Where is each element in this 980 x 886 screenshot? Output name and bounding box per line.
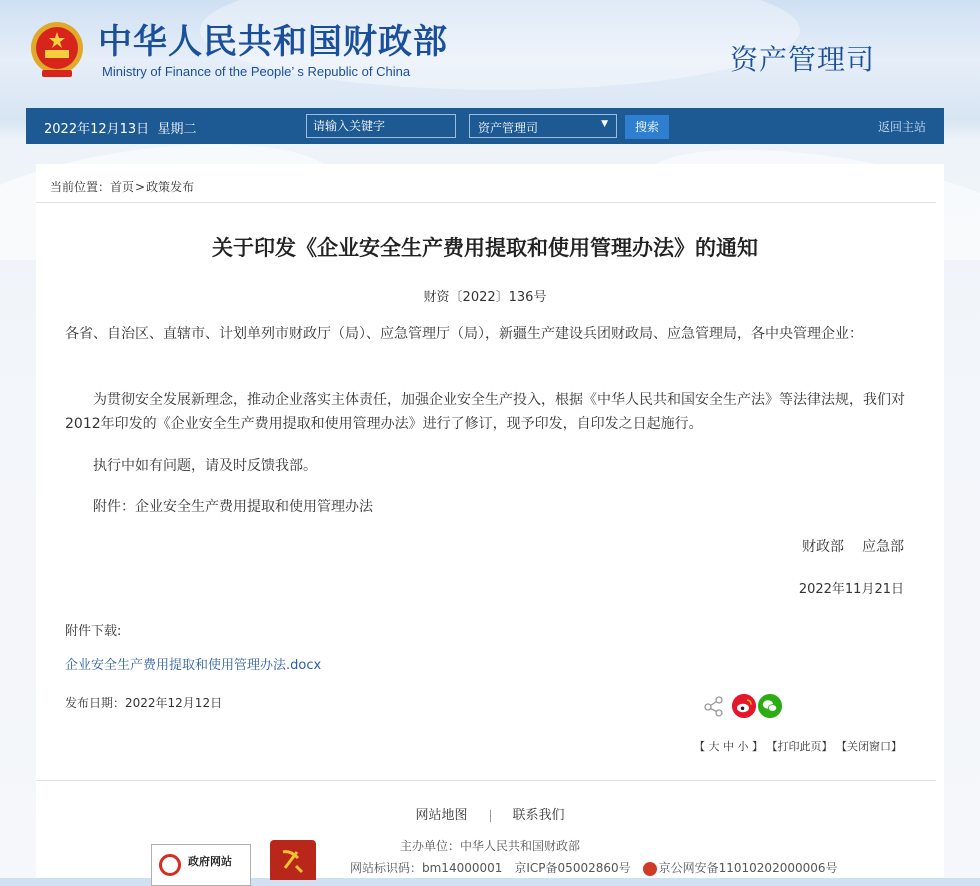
sign-date: 2022年11月21日 xyxy=(798,582,904,597)
date-text: 2022年12月13日 xyxy=(44,122,150,137)
site-header xyxy=(0,0,980,108)
page-tools xyxy=(694,738,902,754)
site-name-cn[interactable]: 中华人民共和国财政部 xyxy=(98,22,448,62)
icp-number[interactable]: 京ICP备05002860号 xyxy=(514,861,631,875)
footer-links xyxy=(36,804,944,823)
attachment-label: 附件下载: xyxy=(65,624,122,639)
search-input[interactable] xyxy=(307,115,455,137)
current-date xyxy=(44,118,196,137)
scope-select-value: 资产管理司 xyxy=(478,121,539,135)
font-size-control[interactable]: 【 大 中 小 】 xyxy=(694,740,763,753)
police-badge-icon xyxy=(643,862,657,876)
police-record-text: 京公网安备11010202000006号 xyxy=(658,861,838,875)
footer-sponsor: 主办单位：中华人民共和国财政部 xyxy=(399,839,580,853)
site-id: 网站标识码：bm14000001 xyxy=(350,861,503,875)
gov-badge-text: 政府网站 xyxy=(188,855,232,868)
party-emblem-icon[interactable] xyxy=(270,840,316,880)
article-paragraph: 附件：企业安全生产费用提取和使用管理办法 xyxy=(93,499,373,515)
article-paragraph: 各省、自治区、直辖市、计划单列市财政厅（局）、应急管理厅（局），新疆生产建设兵团财政局、应急管理局，各中央管理企业： xyxy=(65,326,863,342)
attachment-download-link[interactable]: 企业安全生产费用提取和使用管理办法.docx xyxy=(65,658,322,673)
breadcrumb xyxy=(50,178,194,195)
article-paragraph: 执行中如有问题，请及时反馈我部。 xyxy=(93,458,317,474)
footer-registration xyxy=(350,859,838,876)
publish-date: 发布日期：2022年12月12日 xyxy=(65,696,223,710)
divider xyxy=(36,780,936,781)
breadcrumb-current[interactable]: 政策发布 xyxy=(146,180,195,194)
weekday-text: 星期二 xyxy=(157,122,197,137)
content-panel xyxy=(36,164,944,878)
chevron-down-icon: ▼ xyxy=(601,119,608,129)
signer: 应急部 xyxy=(862,539,904,555)
department-title: 资产管理司 xyxy=(730,43,876,76)
divider xyxy=(36,202,936,203)
document-number: 财资〔2022〕136号 xyxy=(423,290,547,305)
share-icon[interactable] xyxy=(702,694,726,718)
site-map-link[interactable]: 网站地图 xyxy=(415,808,468,823)
gov-badge-mark-icon xyxy=(159,854,181,876)
signers xyxy=(802,536,904,556)
breadcrumb-home[interactable]: 首页 xyxy=(110,180,135,194)
article-paragraph: 为贯彻安全发展新理念，推动企业落实主体责任，加强企业安全生产投入，根据《中华人民共和国安全生产法》等法律法规，我们对2012年印发的《企业安全生产费用提取和使用管理办法》进行了修订，现予印发，自印发之日起施行。 xyxy=(65,392,905,432)
police-record[interactable] xyxy=(643,861,838,875)
party-emblem-glyph-icon xyxy=(270,840,316,880)
national-emblem-icon xyxy=(28,20,86,80)
site-name-en: Ministry of Finance of the People’ s Republic of China xyxy=(102,64,411,79)
gov-website-badge[interactable] xyxy=(151,844,251,886)
signer: 财政部 xyxy=(802,539,844,555)
breadcrumb-separator: > xyxy=(135,180,146,194)
wechat-icon[interactable] xyxy=(758,694,782,718)
weibo-icon[interactable] xyxy=(732,694,756,718)
search-button[interactable]: 搜索 xyxy=(625,115,669,139)
link-divider xyxy=(490,810,491,822)
print-page-link[interactable]: 【打印此页】 xyxy=(766,740,833,753)
article-title: 关于印发《企业安全生产费用提取和使用管理办法》的通知 xyxy=(212,236,758,260)
contact-us-link[interactable]: 联系我们 xyxy=(512,808,565,823)
close-window-link[interactable]: 【关闭窗口】 xyxy=(836,740,902,753)
breadcrumb-prefix: 当前位置： xyxy=(50,180,111,194)
search-box[interactable] xyxy=(306,114,456,138)
scope-select[interactable] xyxy=(469,114,617,138)
return-home-link[interactable]: 返回主站 xyxy=(877,120,926,134)
top-nav-bar xyxy=(26,108,944,144)
